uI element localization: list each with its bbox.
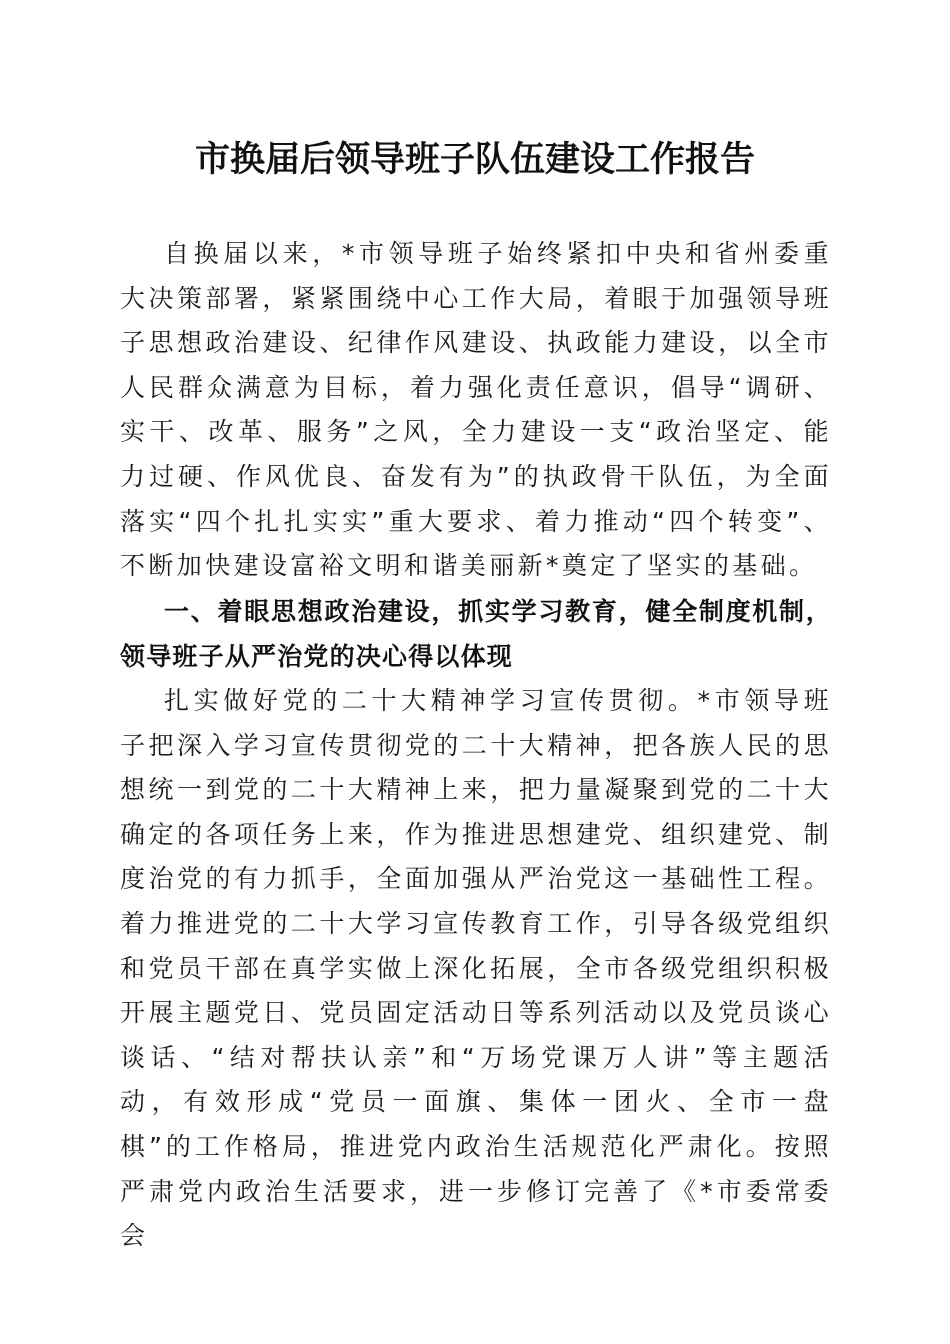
intro-paragraph: 自换届以来，*市领导班子始终紧扣中央和省州委重大决策部署，紧紧围绕中心工作大局，着眼于加强领导班子思想政治建设、纪律作风建设、执政能力建设，以全市人民群众满意为目标，着力强化责任意识，倡导“调研、实干、改革、服务”之风，全力建设一支“政治坚定、能力过硬、作风优良、奋发有为”的执政骨干队伍，为全面落实“四个扎扎实实”重大要求、着力推动“四个转变”、不断加快建设富裕文明和谐美丽新*奠定了坚实的基础。 bbox=[120, 239, 832, 581]
section-1-paragraph: 扎实做好党的二十大精神学习宣传贯彻。*市领导班子把深入学习宣传贯彻党的二十大精神，把各族人民的思想统一到党的二十大精神上来，把力量凝聚到党的二十大确定的各项任务上来，作为推进思想建党、组织建党、制度治党的有力抓手，全面加强从严治党这一基础性工程。着力推进党的二十大学习宣传教育工作，引导各级党组织和党员干部在真学实做上深化拓展，全市各级党组织积极开展主题党日、党员固定活动日等系列活动以及党员谈心谈话、“结对帮扶认亲”和“万场党课万人讲”等主题活动，有效形成“党员一面旗、集体一团火、全市一盘棋”的工作格局，推进党内政治生活规范化严肃化。按照严肃党内政治生活要求，进一步修订完善了《*市委常委会 bbox=[120, 686, 832, 1251]
section-heading-1: 一、着眼思想政治建设，抓实学习教育，健全制度机制，领导班子从严治党的决心得以体现 bbox=[120, 597, 832, 671]
page-title: 市换届后领导班子队伍建设工作报告 bbox=[194, 139, 755, 180]
